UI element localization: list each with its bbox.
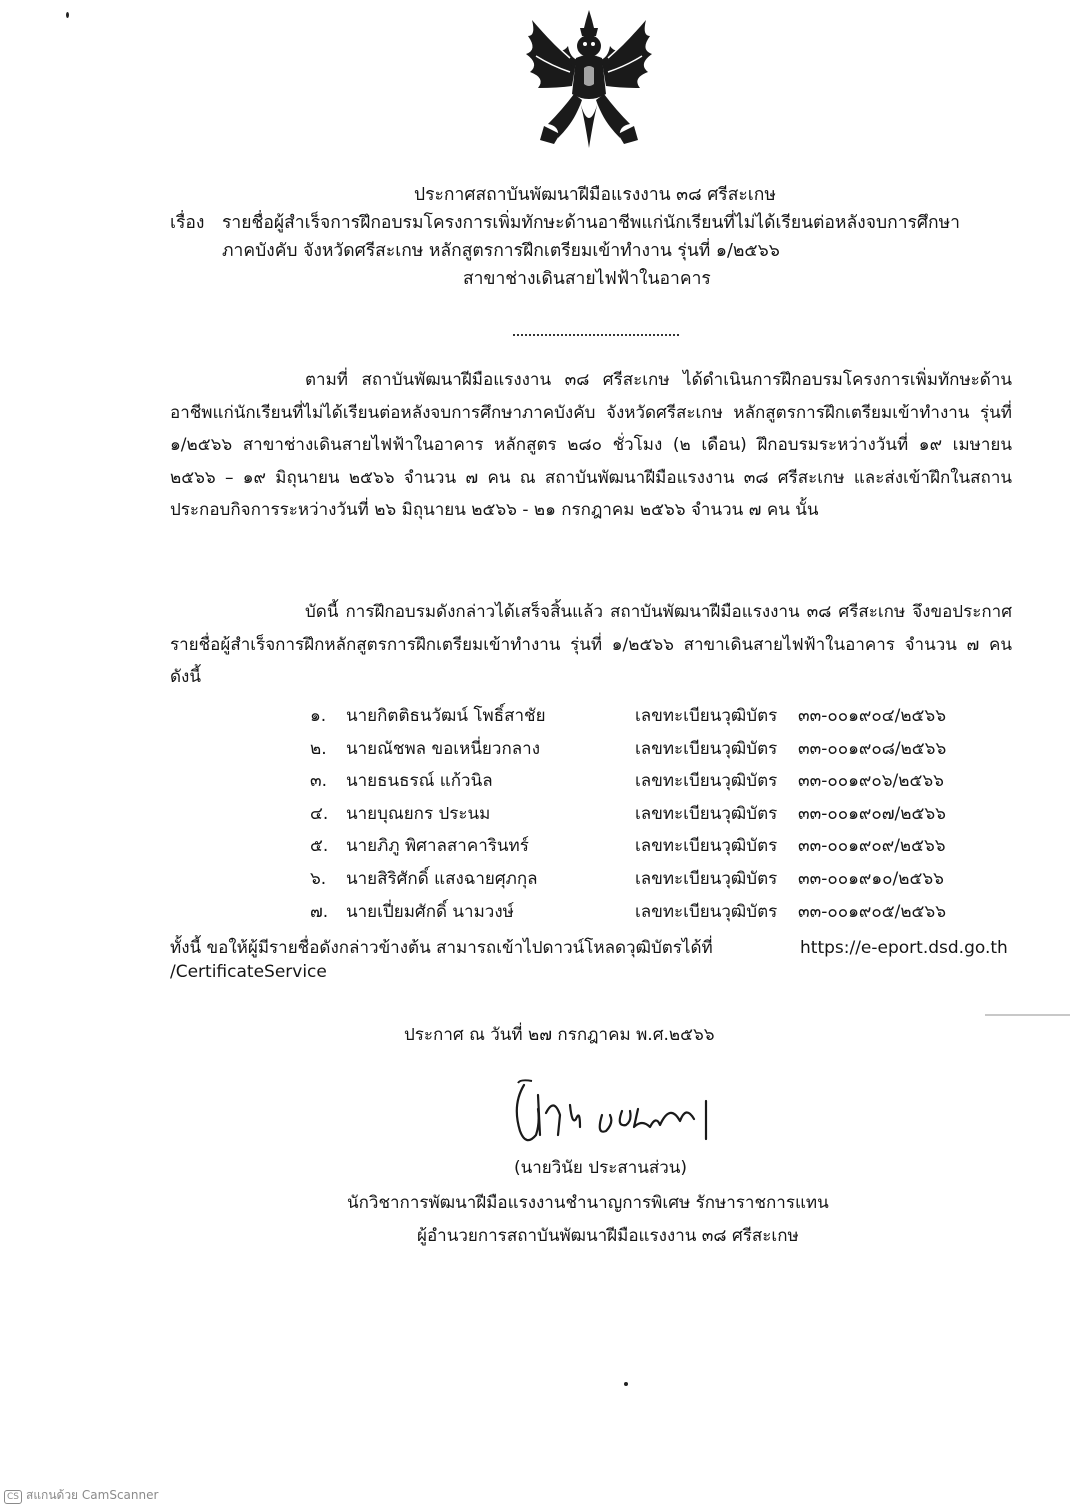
subject-label: เรื่อง bbox=[170, 213, 205, 233]
graduate-list bbox=[310, 700, 990, 928]
scan-speck bbox=[624, 1382, 628, 1386]
certificate-number: ๓๓-๐๐๑๙๐๗/๒๕๖๖ bbox=[798, 803, 946, 824]
paragraph-intro-text: ตามที่ สถาบันพัฒนาฝีมือแรงงาน ๓๘ ศรีสะเกษ ได้ดำเนินการฝึกอบรมโครงการเพิ่มทักษะด้านอาชีพแก่นักเรียนที่ไม่ได้เรียนต่อหลังจบการศึกษาภาคบังคับ จังหวัดศรีสะเกษ หลักสูตรการฝึกเตรียมเข้าทำงาน รุ่นที่ ๑/๒๕๖๖ สาขาช่างเดินสายไฟฟ้าในอาคาร หลักสูตร ๒๘๐ ชั่วโมง (๒ เดือน) ฝึกอบรมระหว่างวันที่ ๑๙ เมษายน ๒๕๖๖ – ๑๙ มิถุนายน ๒๕๖๖ จำนวน ๗ คน ณ สถาบันพัฒนาฝีมือแรงงาน ๓๘ ศรีสะเกษ และส่งเข้าฝึกในสถานประกอบกิจการระหว่างวันที่ ๒๖ มิถุนายน ๒๕๖๖ - ๒๑ กรกฎาคม ๒๕๖๖ จำนวน ๗ คน นั้น bbox=[170, 370, 1012, 521]
scan-line bbox=[985, 1014, 1070, 1016]
graduate-name: นายสิริศักดิ์ แสงฉายศุภกุล bbox=[346, 868, 538, 889]
signatory-position-1: นักวิชาการพัฒนาฝีมือแรงงานชำนาญการพิเศษ รักษาราชการแทน bbox=[347, 1193, 829, 1213]
item-number: ๓. bbox=[310, 771, 328, 792]
signatory-name: (นายวินัย ประสานส่วน) bbox=[514, 1158, 688, 1178]
certificate-label: เลขทะเบียนวุฒิบัตร bbox=[635, 803, 778, 824]
item-number: ๗. bbox=[310, 901, 329, 922]
certificate-label: เลขทะเบียนวุฒิบัตร bbox=[635, 771, 778, 792]
announcement-title: ประกาศสถาบันพัฒนาฝีมือแรงงาน ๓๘ ศรีสะเกษ bbox=[414, 185, 776, 205]
item-number: ๖. bbox=[310, 868, 327, 889]
certificate-label: เลขทะเบียนวุฒิบัตร bbox=[635, 868, 778, 889]
signatory-position-2: ผู้อำนวยการสถาบันพัฒนาฝีมือแรงงาน ๓๘ ศรีสะเกษ bbox=[417, 1226, 799, 1246]
subject-line-1: รายชื่อผู้สำเร็จการฝึกอบรมโครงการเพิ่มทักษะด้านอาชีพแก่นักเรียนที่ไม่ได้เรียนต่อหลังจบการศึกษา bbox=[222, 213, 960, 233]
list-item bbox=[310, 830, 990, 863]
certificate-label: เลขทะเบียนวุฒิบัตร bbox=[635, 738, 778, 759]
item-number: ๕. bbox=[310, 836, 329, 857]
list-item bbox=[310, 765, 990, 798]
scan-speck bbox=[66, 12, 69, 18]
camscanner-badge: CS bbox=[4, 1490, 22, 1504]
certificate-label: เลขทะเบียนวุฒิบัตร bbox=[635, 901, 778, 922]
subject-line-2: ภาคบังคับ จังหวัดศรีสะเกษ หลักสูตรการฝึกเตรียมเข้าทำงาน รุ่นที่ ๑/๒๕๖๖ bbox=[222, 241, 780, 261]
certificate-number: ๓๓-๐๐๑๙๐๕/๒๕๖๖ bbox=[798, 901, 946, 922]
graduate-name: นายกิตติธนวัฒน์ โพธิ์สาชัย bbox=[346, 706, 546, 726]
list-item bbox=[310, 700, 990, 733]
graduate-name: นายบุณยกร ประนม bbox=[346, 803, 491, 824]
subject-line-3: สาขาช่างเดินสายไฟฟ้าในอาคาร bbox=[463, 269, 711, 289]
certificate-number: ๓๓-๐๐๑๙๐๘/๒๕๖๖ bbox=[798, 738, 947, 759]
list-item bbox=[310, 733, 990, 766]
graduate-name: นายเปี่ยมศักดิ์ นามวงษ์ bbox=[346, 901, 514, 922]
separator-dots bbox=[513, 334, 679, 336]
download-note: ทั้งนี้ ขอให้ผู้มีรายชื่อดังกล่าวข้างต้น สามารถเข้าไปดาวน์โหลดวุฒิบัตรได้ที่ bbox=[170, 938, 713, 958]
certificate-number: ๓๓-๐๐๑๙๐๔/๒๕๖๖ bbox=[798, 706, 946, 726]
camscanner-watermark bbox=[4, 1486, 158, 1505]
announcement-date: ประกาศ ณ วันที่ ๒๗ กรกฎาคม พ.ศ.๒๕๖๖ bbox=[404, 1025, 715, 1045]
list-item bbox=[310, 798, 990, 831]
certificate-number: ๓๓-๐๐๑๙๐๙/๒๕๖๖ bbox=[798, 836, 946, 857]
list-item bbox=[310, 896, 990, 929]
item-number: ๒. bbox=[310, 738, 327, 759]
item-number: ๑. bbox=[310, 706, 327, 726]
certificate-label: เลขทะเบียนวุฒิบัตร bbox=[635, 706, 778, 726]
garuda-emblem-icon bbox=[514, 6, 664, 156]
download-url-part-1[interactable]: https://e-eport.dsd.go.th bbox=[800, 938, 1008, 958]
paragraph-intro bbox=[170, 364, 1012, 527]
graduate-name: นายณัชพล ขอเหนี่ยวกลาง bbox=[346, 738, 540, 759]
certificate-number: ๓๓-๐๐๑๙๑๐/๒๕๖๖ bbox=[798, 868, 944, 889]
list-item bbox=[310, 863, 990, 896]
graduate-name: นายธนธรณ์ แก้วนิล bbox=[346, 771, 493, 792]
graduate-name: นายภิภู พิศาลสาคารินทร์ bbox=[346, 836, 529, 857]
paragraph-announcement-text: บัดนี้ การฝึกอบรมดังกล่าวได้เสร็จสิ้นแล้ว สถาบันพัฒนาฝีมือแรงงาน ๓๘ ศรีสะเกษ จึงขอประกาศรายชื่อผู้สำเร็จการฝึกหลักสูตรการฝึกเตรียมเข้าทำงาน รุ่นที่ ๑/๒๕๖๖ สาขาเดินสายไฟฟ้าในอาคาร จำนวน ๗ คน ดังนี้ bbox=[170, 602, 1012, 688]
certificate-label: เลขทะเบียนวุฒิบัตร bbox=[635, 836, 778, 857]
download-url-part-2[interactable]: /CertificateService bbox=[170, 962, 327, 982]
certificate-number: ๓๓-๐๐๑๙๐๖/๒๕๖๖ bbox=[798, 771, 944, 792]
handwritten-signature bbox=[510, 1075, 740, 1155]
camscanner-text: สแกนด้วย CamScanner bbox=[26, 1488, 159, 1502]
paragraph-announcement bbox=[170, 596, 1012, 694]
item-number: ๔. bbox=[310, 803, 329, 824]
